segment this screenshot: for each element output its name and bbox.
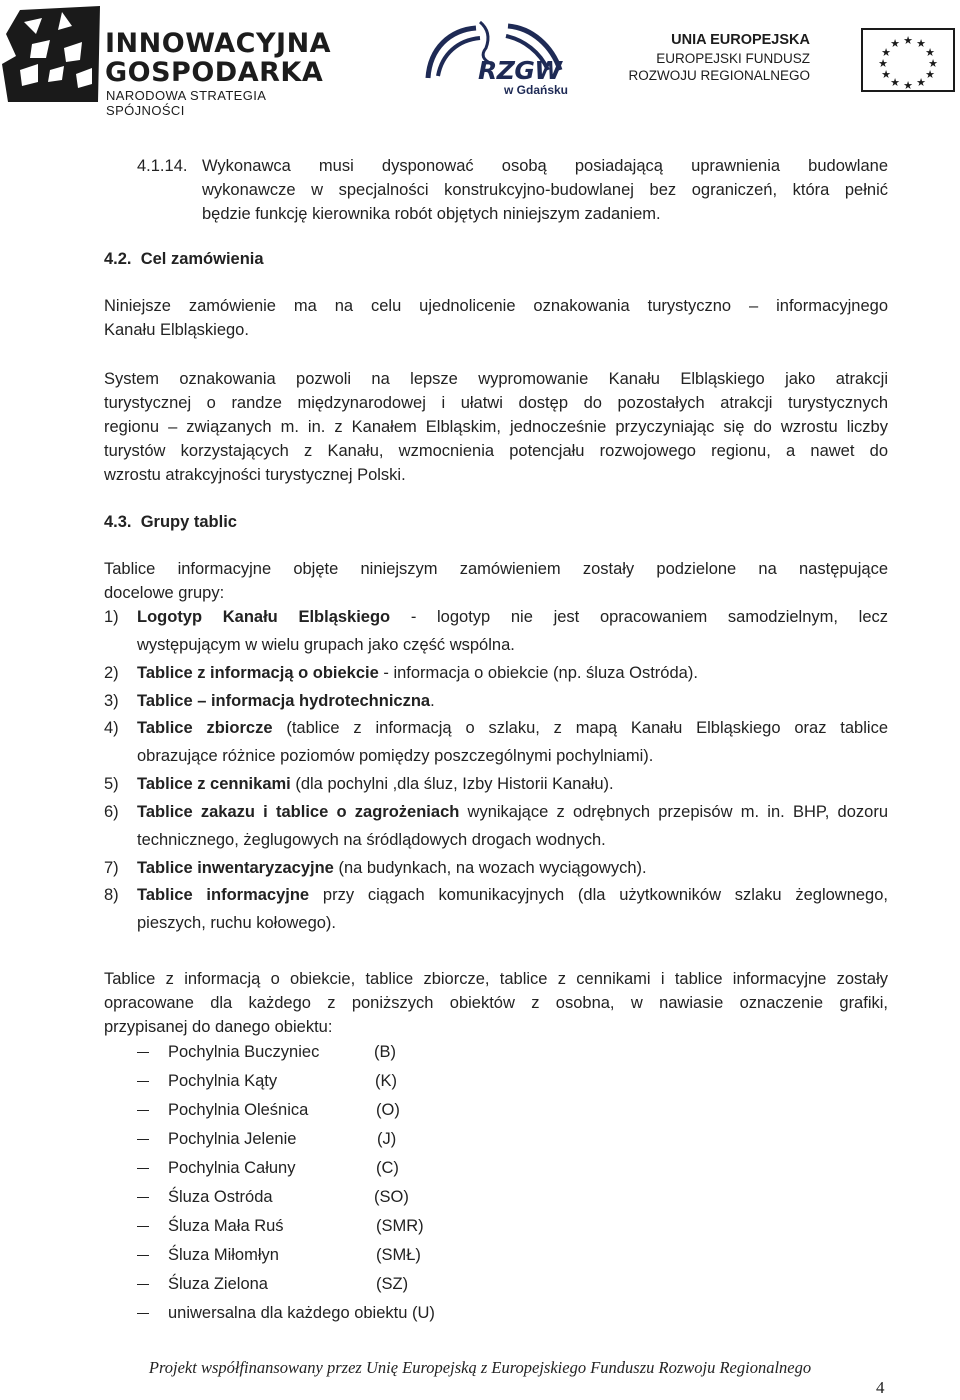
object-name: Śluza Miłomłyn (168, 1246, 279, 1264)
svg-text:★: ★ (916, 76, 926, 89)
dash-bullet-icon (137, 1139, 149, 1140)
eu-line-1: UNIA EUROPEJSKA (671, 32, 810, 48)
list-item-bold: Tablice z cennikami (137, 775, 291, 793)
list-item-bold: Tablice z informacją o obiekcie (137, 664, 379, 682)
list-item-number: 3) (104, 692, 119, 710)
sec-42-p2-line-5: wzrostu atrakcyjności turystycznej Polski. (104, 466, 406, 484)
object-code: (B) (374, 1043, 396, 1061)
svg-text:★: ★ (903, 34, 913, 47)
list-item-text: wynikające z odrębnych przepisów m. in. BHP, dozoru (459, 803, 888, 821)
dash-bullet-icon (137, 1081, 149, 1082)
list-item-text: (na budynkach, na wozach wyciągowych). (333, 859, 647, 877)
list-item-text: - logotyp nie jest opracowaniem samodzielnym, lecz (390, 608, 888, 626)
sec-4114-line-3: będzie funkcję kierownika robót objętych niniejszym zadaniem. (202, 205, 661, 223)
svg-text:★: ★ (890, 76, 900, 89)
svg-text:★: ★ (925, 46, 935, 59)
page-number: 4 (876, 1378, 885, 1397)
rzgw-sub: w Gdańsku (504, 83, 569, 97)
sec-43-intro-line-2: docelowe grupy: (104, 584, 225, 602)
dash-bullet-icon (137, 1313, 149, 1314)
list-item (137, 718, 888, 738)
list-item-bold: Tablice informacyjne (137, 886, 310, 904)
sec-42-p1-line-2: Kanału Elbląskiego. (104, 321, 249, 339)
eu-flag-icon (861, 28, 955, 92)
sec-42-p2-line-3: regionu – związanych m. in. z Kanałem Elbląskim, jednocześnie przyczyniając się do wzrostu liczby (104, 418, 888, 436)
list-item-number: 4) (104, 719, 119, 737)
list-item-text: (tablice z informacją o szlaku, z mapą Kanału Elbląskiego oraz tablice (272, 719, 888, 737)
eu-line-2: EUROPEJSKI FUNDUSZ (656, 51, 810, 66)
objects-para-line-3: przypisanej do danego obiektu: (104, 1018, 333, 1036)
list-item-bold: Tablice zbiorcze (137, 719, 273, 737)
list-item (137, 774, 614, 794)
list-item-number: 2) (104, 664, 119, 682)
list-item-number: 7) (104, 859, 119, 877)
list-item-line-2: obrazujące różnice poziomów pomiędzy poszczególnymi pochylniami). (137, 747, 654, 765)
rzgw-logo (420, 18, 570, 98)
object-code: (K) (375, 1072, 397, 1090)
object-name: Pochylnia Całuny (168, 1159, 296, 1177)
object-code: (SO) (374, 1188, 409, 1206)
object-name: Pochylnia Oleśnica (168, 1101, 309, 1119)
list-item-line-2: technicznego, żeglugowych na śródlądowych drogach wodnych. (137, 831, 606, 849)
ig-line-2: GOSPODARKA (105, 57, 324, 88)
dash-bullet-icon (137, 1255, 149, 1256)
object-code: (SMR) (376, 1217, 424, 1235)
dash-bullet-icon (137, 1197, 149, 1198)
sec-42-p2-line-4: turystów korzystających z Kanału, wzmocnienia potencjału rozwojowego regionu, a nawet do (104, 442, 888, 460)
list-item-bold: Tablice – informacja hydrotechniczna (137, 692, 431, 710)
sec-4114-line-2: wykonawcze w specjalności konstrukcyjno-budowlanej bez ograniczeń, która pełnić (202, 181, 888, 199)
list-item-text: . (430, 692, 435, 710)
svg-text:★: ★ (916, 37, 926, 50)
object-name: Pochylnia Kąty (168, 1072, 278, 1090)
object-name: Śluza Zielona (168, 1275, 268, 1293)
list-item-text: - informacja o obiekcie (np. śluza Ostróda). (378, 664, 698, 682)
list-item-line-2: pieszych, ruchu kołowego). (137, 914, 337, 932)
sec-42-p2-line-2: turystycznej o randze międzynarodowej i ułatwi dostęp do pozostałych atrakcji turystycznych (104, 394, 888, 412)
ig-star-mark-icon (2, 4, 102, 104)
list-item (137, 607, 888, 627)
section-number-4-1-14: 4.1.14. (137, 157, 188, 175)
svg-text:★: ★ (903, 79, 913, 92)
svg-text:★: ★ (881, 46, 891, 59)
object-code: (SMŁ) (376, 1246, 421, 1264)
list-item-number: 5) (104, 775, 119, 793)
list-item (137, 663, 698, 683)
list-item (137, 802, 888, 822)
dash-bullet-icon (137, 1110, 149, 1111)
object-code: (C) (376, 1159, 399, 1177)
object-name: Pochylnia Buczyniec (168, 1043, 320, 1061)
object-name: uniwersalna dla każdego obiektu (U) (168, 1304, 435, 1322)
object-code: (SZ) (376, 1275, 409, 1293)
list-item (137, 858, 647, 878)
object-code: (O) (376, 1101, 400, 1119)
dash-bullet-icon (137, 1226, 149, 1227)
dash-bullet-icon (137, 1052, 149, 1053)
footer-cofinancing-note: Projekt współfinansowany przez Unię Europejską z Europejskiego Funduszu Rozwoju Regionalnego (148, 1358, 812, 1377)
list-item-bold: Logotyp Kanału Elbląskiego (137, 608, 391, 626)
list-item-bold: Tablice inwentaryzacyjne (137, 859, 334, 877)
sec-42-p2-line-1: System oznakowania pozwoli na lepsze wypromowanie Kanału Elbląskiego jako atrakcji (104, 370, 888, 388)
dash-bullet-icon (137, 1284, 149, 1285)
list-item (137, 691, 435, 711)
object-name: Pochylnia Jelenie (168, 1130, 297, 1148)
eu-line-3: ROZWOJU REGIONALNEGO (628, 68, 810, 83)
innowacyjna-gospodarka-logo (2, 4, 342, 118)
list-item-number: 8) (104, 886, 119, 904)
list-item-line-2: występującym w wielu grupach jako część wspólna. (137, 636, 515, 654)
svg-text:★: ★ (881, 68, 891, 81)
list-item-number: 1) (104, 608, 119, 626)
eu-logo (628, 28, 958, 98)
object-code: (J) (377, 1130, 397, 1148)
object-name: Śluza Ostróda (168, 1188, 273, 1206)
objects-para-line-1: Tablice z informacją o obiekcie, tablice zbiorcze, tablice z cennikami i tablice informacyjne zostały (104, 970, 888, 988)
ig-line-1: INNOWACYJNA (105, 28, 332, 59)
svg-text:★: ★ (890, 37, 900, 50)
sec-43-intro-line-1: Tablice informacyjne objęte niniejszym zamówieniem zostały podzielone na następujące (104, 560, 888, 578)
rzgw-name: RZGW (478, 56, 562, 85)
sec-42-p1-line-1: Niniejsze zamówienie ma na celu ujednolicenie oznakowania turystyczno – informacyjnego (104, 297, 888, 315)
ig-line-3: NARODOWA STRATEGIA SPÓJNOŚCI (106, 88, 266, 118)
svg-text:★: ★ (928, 57, 938, 70)
object-name: Śluza Mała Ruś (168, 1217, 284, 1235)
sec-4114-line-1: Wykonawca musi dysponować osobą posiadającą uprawnienia budowlane (202, 157, 888, 175)
svg-text:★: ★ (878, 57, 888, 70)
objects-para-line-2: opracowane dla każdego z poniższych obiektów z osobna, w nawiasie oznaczenie grafiki, (104, 994, 888, 1012)
dash-bullet-icon (137, 1168, 149, 1169)
section-heading-4-2: 4.2. Cel zamówienia (104, 250, 264, 268)
list-item (137, 885, 888, 905)
section-heading-4-3: 4.3. Grupy tablic (104, 513, 237, 531)
list-item-text: przy ciągach komunikacyjnych (dla użytkowników szlaku żeglownego, (309, 886, 888, 904)
list-item-number: 6) (104, 803, 119, 821)
list-item-bold: Tablice zakazu i tablice o zagrożeniach (137, 803, 460, 821)
svg-text:★: ★ (925, 68, 935, 81)
list-item-text: (dla pochylni ,dla śluz, Izby Historii Kanału). (290, 775, 614, 793)
